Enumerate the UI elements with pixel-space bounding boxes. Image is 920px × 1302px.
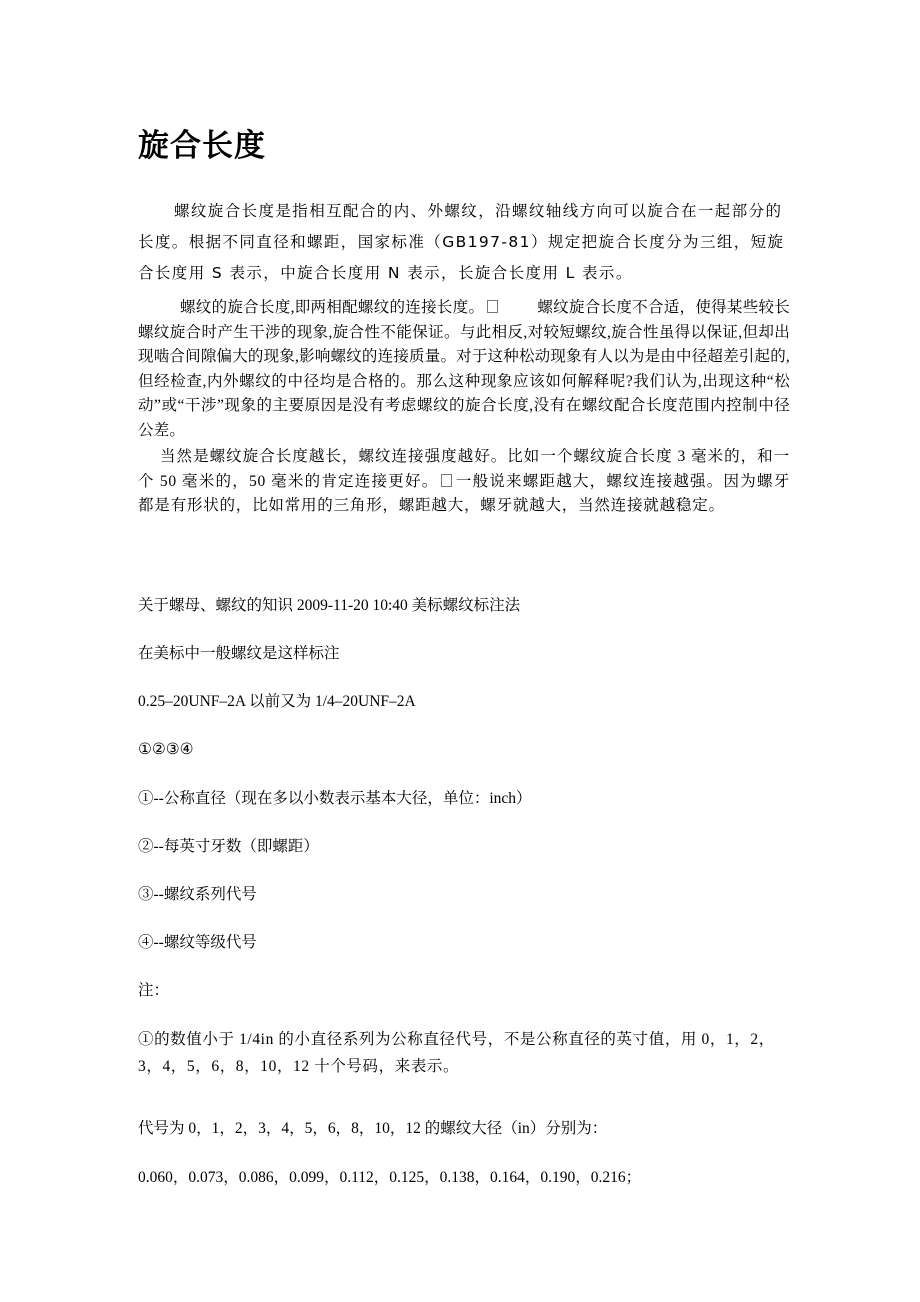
paragraph-explanation-part2: 螺纹旋合长度不合适，使得某些较长螺纹旋合时产生干涉的现象,旋合性不能保证。与此相反,对较短螺纹,旋合性虽得以保证,但却出现啮合间隙偏大的现象,影响螺纹的连接质量。对于这种松动现象有人以为是由中径超差引起的,但经检查,内外螺纹的中径均是合格的。那么这种现象应该如何解释呢?我们认为,出现这种“松动”或“干涉”现象的主要原因是没有考虑螺纹的旋合长度,没有在螺纹配合长度范围内控制中径公差。 [138, 299, 790, 439]
marker-item: ①--公称直径（现在多以小数表示基本大径，单位：inch） [138, 790, 532, 807]
paragraph-strength-part2: 一般说来螺距越大，螺纹连接越强。因为螺牙都是有形状的，比如常用的三角形，螺距越大，螺牙就越大，当然连接就越稳定。 [138, 472, 790, 514]
paragraph-strength-part1: 当然是螺纹旋合长度越长，螺纹连接强度越好。比如一个螺纹旋合长度 3 毫米的，和一个 50 毫米的，50 毫米的肯定连接更好。 [138, 448, 790, 490]
note-label: 注： [138, 982, 170, 999]
marker-item: ④--螺纹等级代号 [138, 934, 257, 951]
paragraph-strength [138, 445, 790, 519]
note-values-line: 0.060，0.073，0.086，0.099，0.112，0.125，0.138，0.164，0.190，0.216； [138, 1169, 642, 1186]
marker-item: ③--螺纹系列代号 [138, 886, 257, 903]
example-line: 0.25–20UNF–2A 以前又为 1/4–20UNF–2A [138, 693, 416, 710]
page-title: 旋合长度 [138, 128, 266, 164]
markers-line: ①②③④ [138, 741, 194, 758]
missing-glyph-icon [441, 474, 452, 487]
marker-item: ②--每英寸牙数（即螺距） [138, 838, 319, 855]
paragraph-explanation-part1: 螺纹的旋合长度,即两相配螺纹的连接长度。 [180, 299, 485, 316]
paragraph-definition: 螺纹旋合长度是指相互配合的内、外螺纹，沿螺纹轴线方向可以旋合在一起部分的长度。根据不同直径和螺距，国家标准（GB197-81）规定把旋合长度分为三组，短旋合长度用 S 表示，中旋合长度用 N 表示，长旋合长度用 L 表示。 [138, 202, 785, 282]
missing-glyph-icon [487, 300, 498, 313]
note-paragraph: ①的数值小于 1/4in 的小直径系列为公称直径代号，不是公称直径的英寸值，用 0，1，2，3，4，5，6，8，10，12 十个号码，来表示。 [138, 1031, 775, 1075]
paragraph-explanation [138, 296, 790, 443]
note-codes-line: 代号为 0，1，2，3，4，5，6，8，10，12 的螺纹大径（in）分别为： [138, 1120, 608, 1137]
intro-line: 在美标中一般螺纹是这样标注 [138, 645, 340, 662]
section-heading: 关于螺母、螺纹的知识 2009-11-20 10:40 美标螺纹标注法 [138, 597, 521, 614]
